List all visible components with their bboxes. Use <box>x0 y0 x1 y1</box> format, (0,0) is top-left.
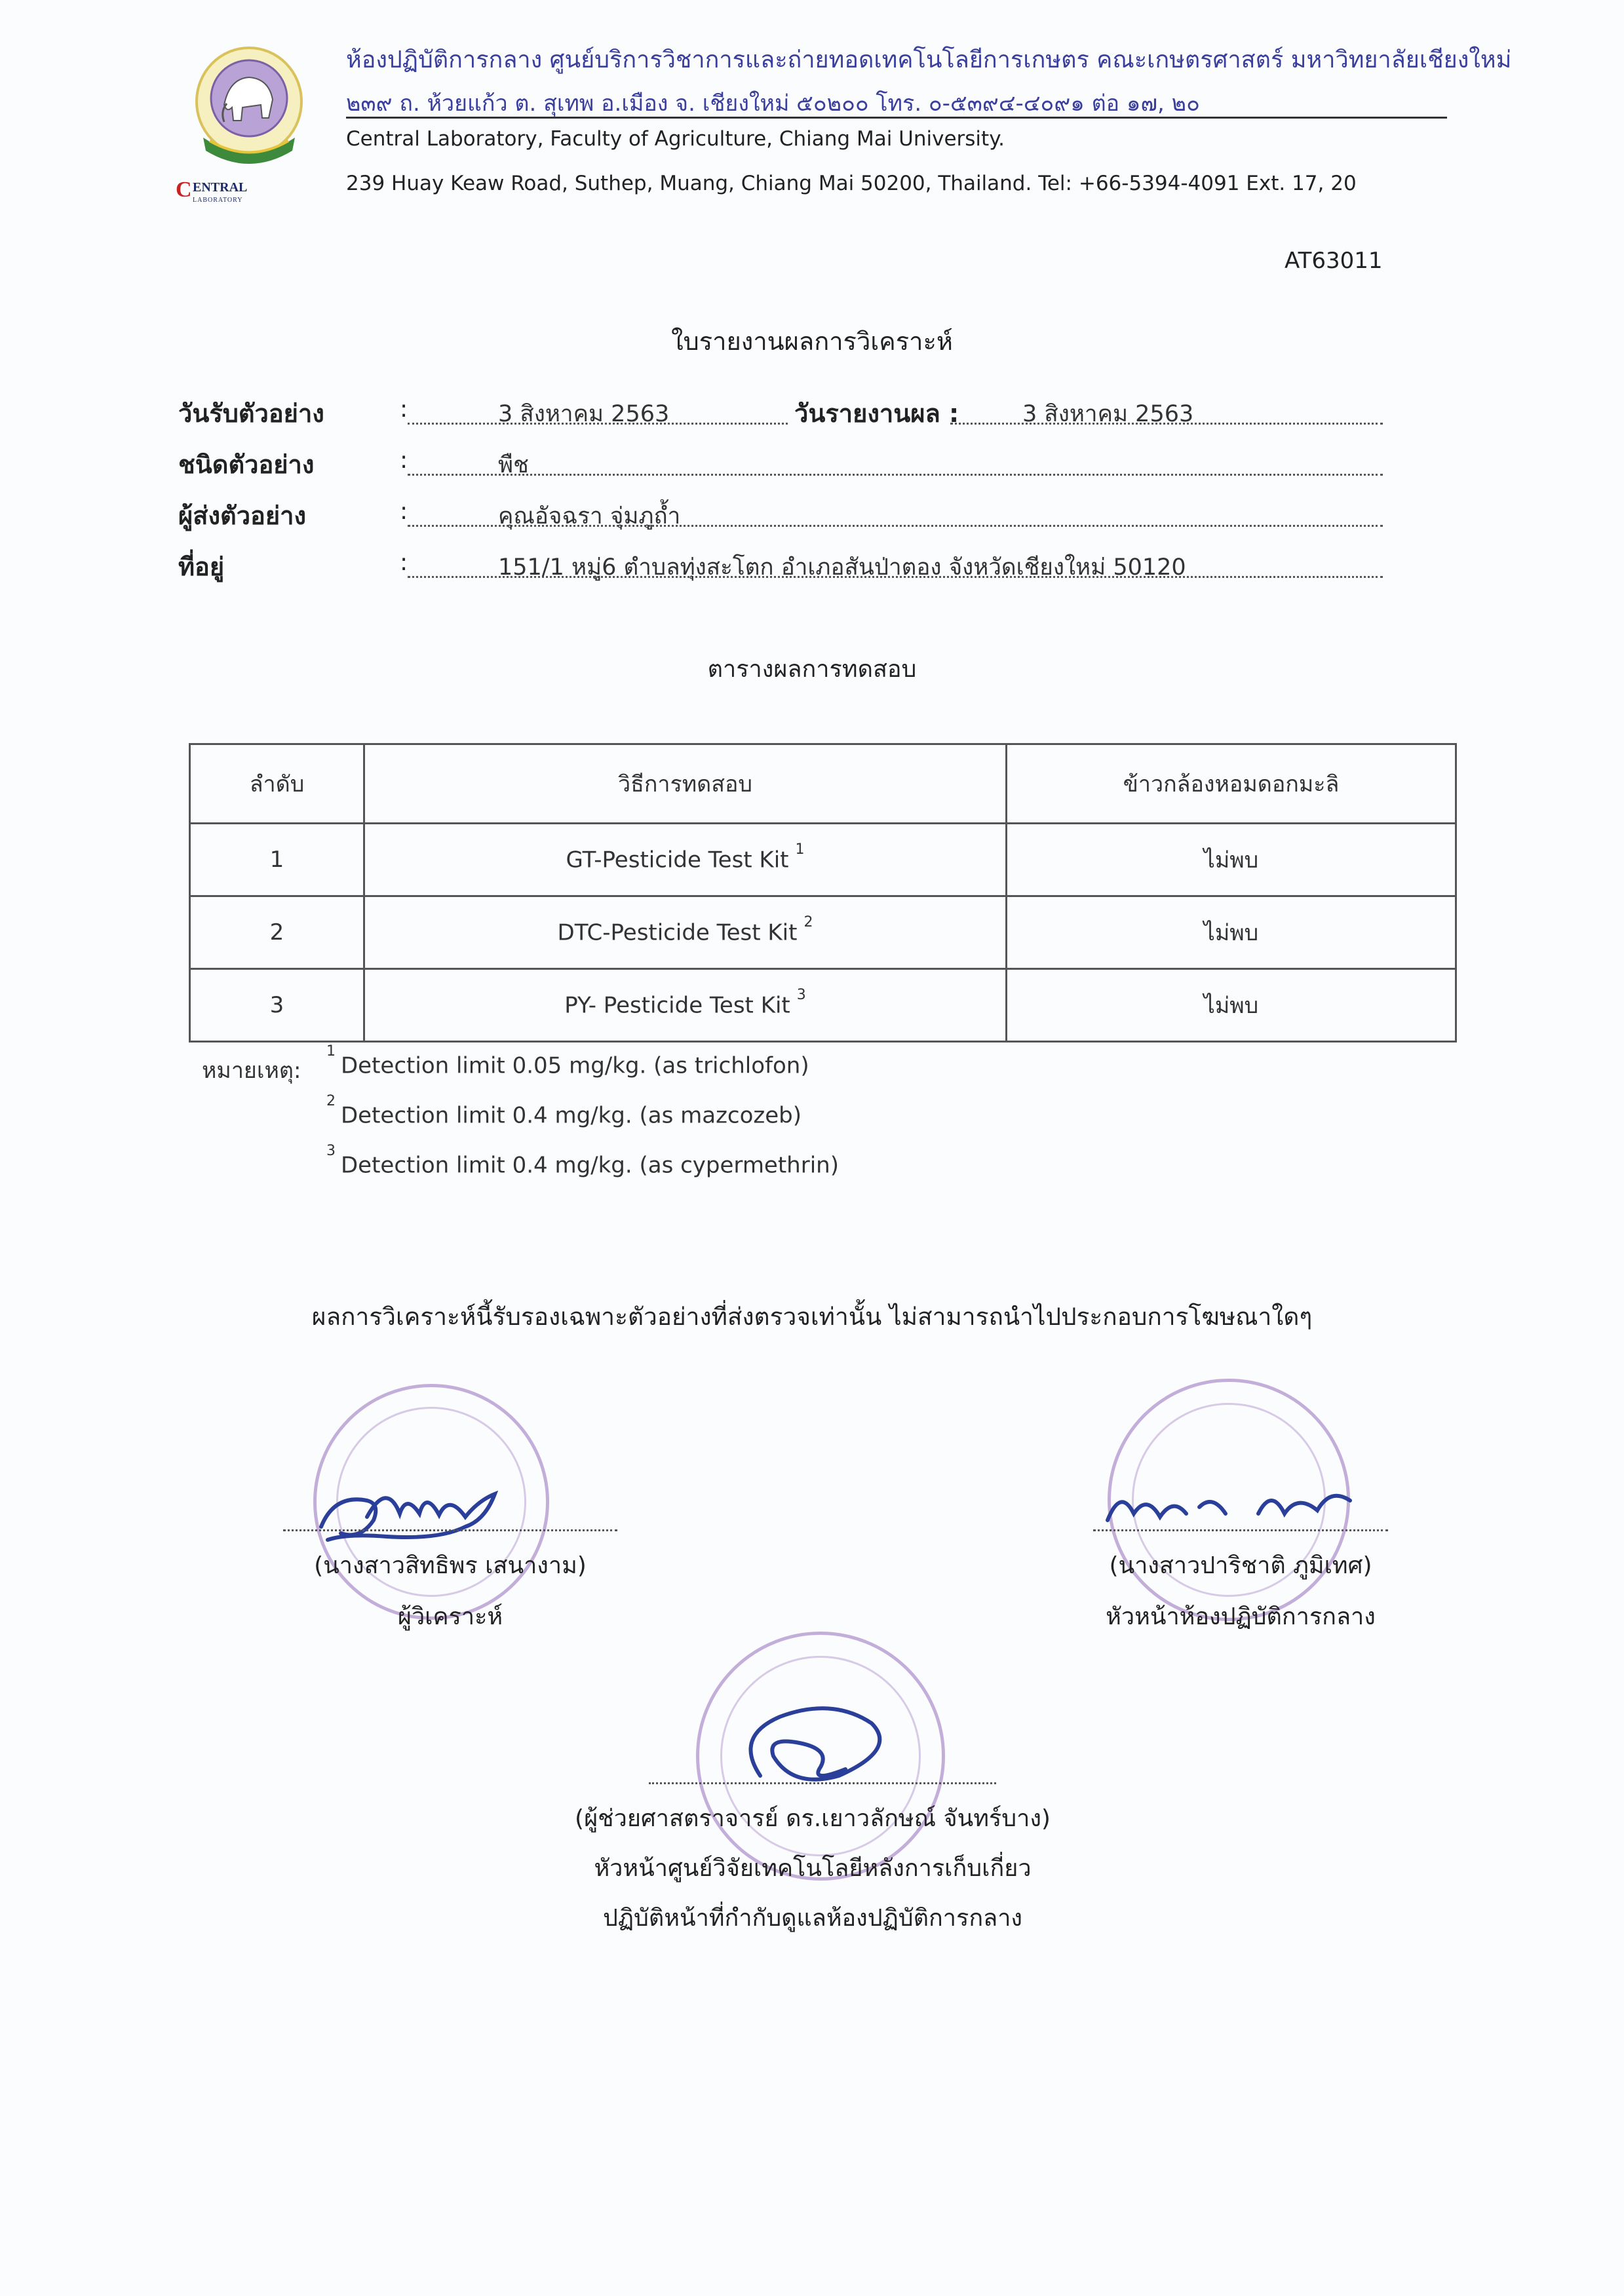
address-label: ที่อยู่ <box>178 552 225 581</box>
director-name: (ผู้ช่วยศาสตราจารย์ ดร.เยาวลักษณ์ จันทร์บาง) <box>575 1805 1051 1832</box>
letterhead-english-line1: Central Laboratory, Faculty of Agriculture, Chiang Mai University. <box>346 127 1005 151</box>
report-reference-code: AT63011 <box>1285 248 1383 274</box>
sample-type-label: ชนิดตัวอย่าง <box>178 450 315 479</box>
row-sequence: 2 <box>190 896 364 969</box>
received-date-label: วันรับตัวอย่าง <box>178 399 324 428</box>
info-colon: : <box>400 447 408 474</box>
info-colon: : <box>400 549 408 576</box>
row-result: ไม่พบ <box>1007 824 1456 896</box>
table-row <box>190 969 1456 1042</box>
head-name: (นางสาวปาริชาติ ภูมิเทศ) <box>1109 1552 1372 1579</box>
letterhead-thai-line2: ๒๓๙ ถ. ห้วยแก้ว ต. สุเทพ อ.เมือง จ. เชียงใหม่ ๕๐๒๐๐ โทร. ๐-๕๓๙๔-๔๐๙๑ ต่อ ๑๗, ๒๐ <box>346 90 1200 117</box>
director-title-line1: หัวหน้าศูนย์วิจัยเทคโนโลยีหลังการเก็บเกี่ยว <box>594 1855 1032 1882</box>
svg-text:ENTRAL: ENTRAL <box>193 180 248 195</box>
note-ref: 1 <box>326 1043 336 1060</box>
info-colon: : <box>400 396 408 423</box>
method-text: GT-Pesticide Test Kit <box>566 847 789 873</box>
table-header-row <box>190 744 1456 824</box>
svg-text:LABORATORY: LABORATORY <box>193 197 243 203</box>
director-title-line2: ปฏิบัติหน้าที่กำกับดูแลห้องปฏิบัติการกลาง <box>602 1905 1023 1932</box>
row-method <box>364 824 1007 896</box>
note-ref: 3 <box>326 1143 336 1159</box>
note-item <box>326 1143 839 1179</box>
method-text: DTC-Pesticide Test Kit <box>557 919 798 946</box>
disclaimer: ผลการวิเคราะห์นี้รับรองเฉพาะตัวอย่างที่ส่งตรวจเท่านั้น ไม่สามารถนำไปประกอบการโฆษณาใดๆ <box>311 1303 1313 1331</box>
header-sample-name: ข้าวกล้องหอมดอกมะลิ <box>1007 744 1456 824</box>
head-title: หัวหน้าห้องปฏิบัติการกลาง <box>1106 1603 1376 1630</box>
method-footnote-ref: 2 <box>803 913 813 930</box>
report-date-label: วันรายงานผล : <box>794 399 959 428</box>
sender-value: คุณอัจฉรา จุ่มภูถ้ำ <box>498 503 681 529</box>
letterhead-english-line2: 239 Huay Keaw Road, Suthep, Muang, Chiang Mai 50200, Thailand. Tel: +66-5394-4091 Ext. 17, 20 <box>346 172 1357 195</box>
address-value: 151/1 หมู่6 ตำบลทุ่งสะโตก อำเภอสันป่าตอง จังหวัดเชียงใหม่ 50120 <box>498 554 1186 581</box>
row-result: ไม่พบ <box>1007 969 1456 1042</box>
handwritten-signature-icon <box>308 1455 524 1553</box>
analyst-signature-line <box>283 1529 617 1531</box>
results-table-title: ตารางผลการทดสอบ <box>707 656 917 683</box>
report-date-value: 3 สิงหาคม 2563 <box>1022 401 1194 427</box>
analyst-name: (นางสาวสิทธิพร เสนางาม) <box>314 1552 587 1579</box>
method-footnote-ref: 1 <box>795 841 805 858</box>
notes-label: หมายเหตุ: <box>202 1058 301 1084</box>
note-item <box>326 1043 809 1079</box>
letterhead-divider <box>346 117 1447 119</box>
handwritten-signature-icon <box>1101 1474 1363 1546</box>
director-signature-line <box>649 1782 996 1784</box>
method-footnote-ref: 3 <box>796 986 806 1003</box>
table-row <box>190 896 1456 969</box>
row-sequence: 3 <box>190 969 364 1042</box>
table-row <box>190 824 1456 896</box>
letterhead-thai-line1: ห้องปฏิบัติการกลาง ศูนย์บริการวิชาการและถ่ายทอดเทคโนโลยีการเกษตร คณะเกษตรศาสตร์ มหาวิทยาลัยเชียงใหม่ <box>346 47 1512 73</box>
sample-type-line <box>408 474 1383 476</box>
note-text: Detection limit 0.4 mg/kg. (as cypermethrin) <box>341 1152 839 1179</box>
method-text: PY- Pesticide Test Kit <box>564 992 790 1019</box>
info-colon: : <box>400 498 408 525</box>
elephant-emblem-icon <box>164 39 321 203</box>
row-sequence: 1 <box>190 824 364 896</box>
results-table <box>189 743 1457 1043</box>
note-text: Detection limit 0.4 mg/kg. (as mazcozeb) <box>341 1102 802 1129</box>
analyst-title: ผู้วิเคราะห์ <box>397 1603 503 1630</box>
handwritten-signature-icon <box>721 1677 918 1808</box>
note-ref: 2 <box>326 1093 336 1109</box>
note-item <box>326 1093 802 1129</box>
received-date-value: 3 สิงหาคม 2563 <box>498 401 670 427</box>
header-sequence: ลำดับ <box>190 744 364 824</box>
note-text: Detection limit 0.05 mg/kg. (as trichlofon) <box>341 1052 809 1079</box>
row-result: ไม่พบ <box>1007 896 1456 969</box>
central-laboratory-logo <box>164 39 321 203</box>
header-test-method: วิธีการทดสอบ <box>364 744 1007 824</box>
sender-label: ผู้ส่งตัวอย่าง <box>178 501 307 530</box>
report-title: ใบรายงานผลการวิเคราะห์ <box>671 327 953 356</box>
row-method <box>364 969 1007 1042</box>
sample-type-value: พืช <box>498 452 529 478</box>
svg-text:C: C <box>176 178 192 202</box>
row-method <box>364 896 1007 969</box>
head-signature-line <box>1093 1529 1388 1531</box>
